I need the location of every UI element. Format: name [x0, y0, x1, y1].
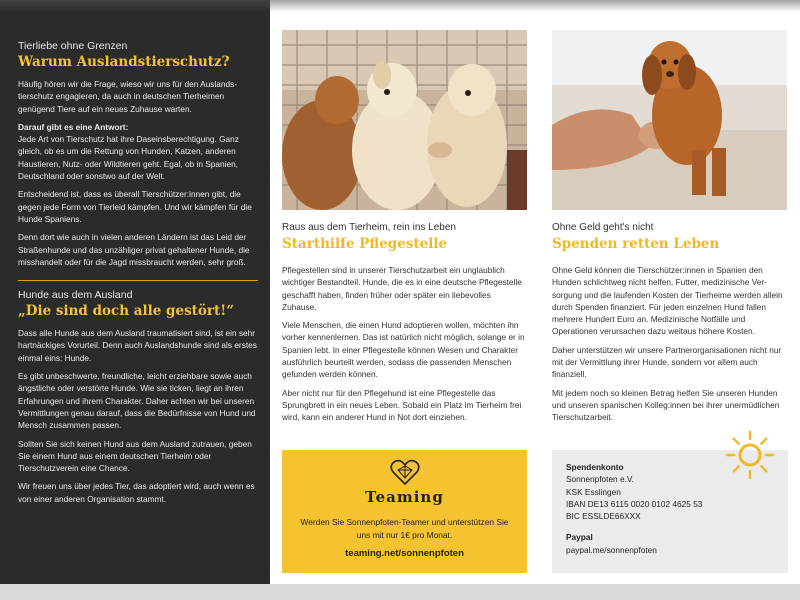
section-divider — [18, 280, 258, 281]
paragraph: Viele Menschen, die einen Hund adoptieren wollen, möchten ihn vorher kennenlernen. Das ist natürlich nicht möglich, solange er in Spanien lebt. In einer Pflegestelle können Wesen und Charakter ausführlich beurteilt werden, sodass die passenden Menschen gefunden werden können. — [282, 320, 525, 380]
paragraph: Entscheidend ist, dass es überall Tierschützer:innen gibt, die gegen jede Form von Tierleid kämpfen. Und wir kämpfen für die Hunde Spaniens. — [18, 189, 252, 224]
paragraph-lead: Darauf gibt es eine Antwort: — [18, 121, 129, 132]
iban: IBAN DE13 6115 0020 0102 4625 53 — [566, 498, 703, 509]
paragraph: Dass alle Hunde aus dem Ausland traumatisiert sind, ist ein sehr hartnäckiges Vorurteil. Denn auch Auslandshunde sind als erstes einmal eins: Hunde. — [18, 328, 257, 363]
bank-label: Spendenkonto — [566, 462, 624, 472]
teaming-link[interactable]: teaming.net/sonnenpfoten — [345, 548, 464, 559]
bic: BIC ESSLDE66XXX — [566, 511, 641, 522]
section-heading: Warum Auslandstierschutz? — [18, 54, 230, 70]
section-kicker: Ohne Geld geht's nicht — [552, 222, 654, 233]
section-heading: Spenden retten Leben — [552, 236, 720, 252]
paragraph: Pflegestellen sind in unserer Tierschutzarbeit ein unglaublich wichtiger Bestandteil. Hunde, die es in eine deutsche Pflegestelle geschafft haben, finden früher oder später ein liebevolles Zuhause. — [282, 265, 522, 312]
page-top-shadow — [0, 0, 800, 12]
teaming-text: Werden Sie Sonnenpfoten-Teamer und unterstützen Sie uns mit nur 1€ pro Monat. — [300, 517, 509, 540]
heart-icon — [390, 458, 420, 486]
paragraph — [18, 121, 258, 182]
bank-name: KSK Esslingen — [566, 486, 621, 497]
sun-icon — [725, 430, 775, 480]
paragraph: Wir freuen uns über jedes Tier, das adoptiert wird, auch wenn es von einer anderen Organisation stammt. — [18, 481, 255, 504]
paragraph: Denn dort wie auch in vielen anderen Ländern ist das Leid der Straßenhunde und das unzähliger privat gehaltener Hunde, die misshandelt oder für die Jagd missbraucht werden, sehr groß. — [18, 232, 250, 267]
foster-section — [282, 222, 527, 430]
paypal-label: Paypal — [566, 532, 593, 543]
section-kicker: Hunde aus dem Ausland — [18, 289, 133, 302]
paragraph-body: Jede Art von Tierschutz hat ihre Daseinsberechtigung. Ganz gleich, ob es um die Rettung von Hunden, Katzen, anderen Haustieren, Nutz- oder Wildtieren geht. Egal, ob in Spanien, Deutschland oder sonstwo auf der Welt. — [18, 134, 239, 182]
section-heading: „Die sind doch alle gestört!“ — [18, 303, 234, 320]
teaming-logo: Teaming — [365, 488, 444, 506]
paragraph: Daher unterstützen wir unsere Partnerorganisationen nicht nur mit der Vermittlung ihrer Hunde, sondern vor allem auch finanziell. — [552, 344, 782, 380]
paragraph: Aber nicht nur für den Pflegehund ist eine Pflegestelle das Sprungbrett in ein neues Leben. Sobald ein Platz im Tierheim frei wird, kann ein anderer Hund in Not dort einziehen. — [282, 387, 522, 423]
left-column — [0, 0, 270, 585]
page-bottom-edge — [0, 584, 800, 600]
section-heading: Starthilfe Pflegestelle — [282, 236, 448, 252]
teaming-box — [282, 450, 527, 573]
section-kicker: Raus aus dem Tierheim, rein ins Leben — [282, 222, 456, 233]
donation-section — [552, 222, 790, 430]
paypal-link[interactable]: paypal.me/sonnenpfoten — [566, 544, 657, 555]
paragraph: Mit jedem noch so kleinen Betrag helfen Sie unseren Hunden und unseren spanischen Kolleg:innen bei ihrer unermüdlichen Tierschutzarbeit. — [552, 387, 780, 423]
paragraph: Ohne Geld können die Tierschützer:innen in Spanien den Hunden schlichtweg nicht helfen. Futter, medizinische Versorgung und die laufenden Kosten der Tierheime werden allein durch Spenden finanziert. Für jeden einzelnen Hund fallen mehrere Hundert Euro an. Medizinische Notfälle und Operationen verursachen dazu weitaus höhere Kosten. — [552, 265, 783, 337]
paragraph: Sollten Sie sich keinen Hund aus dem Ausland zutrauen, geben Sie einem Hund aus einem deutschen Tierheim oder Tierschutzverein eine Chance. — [18, 438, 252, 474]
dog-hand-photo — [552, 30, 787, 210]
paragraph: Es gibt unbeschwerte, freundliche, leicht erziehbare sowie auch ängstliche oder verstörte Hunde. Wie sie ticken, liegt an ihren Erfahrungen und ihrem Charakter. Daher achten wir bei unseren Vermittlungen genau darauf, dass die Bedürfnisse von Hund und Mensch zusammen passen. — [18, 371, 256, 431]
shelter-dogs-photo — [282, 30, 527, 210]
paragraph: Häufig hören wir die Frage, wieso wir uns für den Auslandstierschutz engagieren, da auch in deutschen Tierheimen genügend Tiere auf ein neues Zuhause warten. — [18, 79, 238, 114]
section-kicker: Tierliebe ohne Grenzen — [18, 40, 128, 52]
account-name: Sonnenpfoten e.V. — [566, 474, 634, 485]
